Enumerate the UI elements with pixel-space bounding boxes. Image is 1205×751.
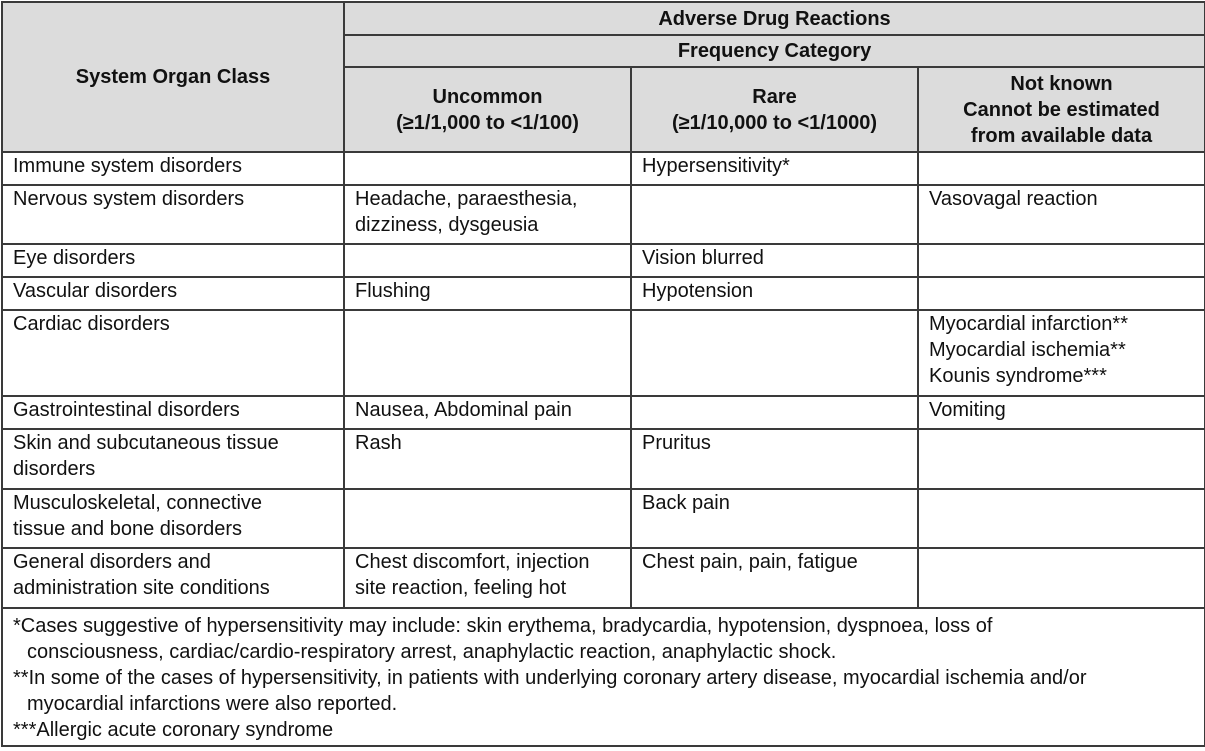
cell-text-line: Vision blurred xyxy=(642,247,764,269)
cell-text-line: Flushing xyxy=(355,280,431,302)
cell-uncommon xyxy=(344,185,631,244)
cell-rare xyxy=(631,244,918,277)
cell-text-line: Back pain xyxy=(642,492,730,514)
footnote-line: consciousness, cardiac/cardio-respiratory arrest, anaphylactic reaction, anaphylactic shock. xyxy=(27,641,837,663)
cell-text-line: Vascular disorders xyxy=(13,280,178,302)
table-row xyxy=(2,548,1205,608)
cell-not-known xyxy=(918,310,1205,396)
cell-text-line: General disorders and xyxy=(13,551,211,573)
header-not-known: Not known Cannot be estimated from available data xyxy=(918,67,1205,152)
cell-text-line: Myocardial ischemia** xyxy=(929,339,1126,361)
cell-not-known xyxy=(918,396,1205,429)
cell-text-line: Chest discomfort, injection xyxy=(355,551,590,573)
cell-system-organ-class xyxy=(2,310,344,396)
cell-text-line: Skin and subcutaneous tissue xyxy=(13,432,279,454)
footnote-line: *Cases suggestive of hypersensitivity may include: skin erythema, bradycardia, hypotension, dyspnoea, loss of xyxy=(13,615,993,637)
table-row xyxy=(2,489,1205,548)
cell-text-line: Cardiac disorders xyxy=(13,313,170,335)
cell-rare xyxy=(631,429,918,489)
cell-text-line: Nausea, Abdominal pain xyxy=(355,399,572,421)
table-row xyxy=(2,185,1205,244)
adverse-reactions-table xyxy=(1,1,1205,747)
cell-uncommon xyxy=(344,244,631,277)
cell-text-line: administration site conditions xyxy=(13,577,270,599)
header-frequency-category: Frequency Category xyxy=(344,35,1205,67)
cell-not-known xyxy=(918,489,1205,548)
cell-uncommon xyxy=(344,548,631,608)
table-row xyxy=(2,310,1205,396)
cell-text-line: site reaction, feeling hot xyxy=(355,577,567,599)
cell-uncommon xyxy=(344,152,631,185)
cell-text-line: Kounis syndrome*** xyxy=(929,365,1107,387)
cell-text-line: Gastrointestinal disorders xyxy=(13,399,240,421)
cell-text-line: Myocardial infarction** xyxy=(929,313,1128,335)
cell-text-line: Musculoskeletal, connective xyxy=(13,492,263,514)
cell-rare xyxy=(631,489,918,548)
cell-uncommon xyxy=(344,277,631,310)
footnote-line: myocardial infarctions were also reported. xyxy=(27,693,398,715)
cell-not-known xyxy=(918,152,1205,185)
table-body xyxy=(2,152,1205,608)
cell-rare xyxy=(631,548,918,608)
header-system-organ-class: System Organ Class xyxy=(2,2,344,152)
cell-not-known xyxy=(918,429,1205,489)
table-row xyxy=(2,152,1205,185)
cell-system-organ-class xyxy=(2,396,344,429)
cell-text-line: Headache, paraesthesia, xyxy=(355,188,578,210)
cell-not-known xyxy=(918,277,1205,310)
cell-text-line: Rash xyxy=(355,432,402,454)
header-uncommon: Uncommon (≥1/1,000 to <1/100) xyxy=(344,67,631,152)
header-adverse-drug-reactions: Adverse Drug Reactions xyxy=(344,2,1205,35)
cell-text-line: Nervous system disorders xyxy=(13,188,245,210)
cell-rare xyxy=(631,277,918,310)
cell-text-line: Hypersensitivity* xyxy=(642,155,790,177)
footnotes xyxy=(2,608,1205,746)
cell-uncommon xyxy=(344,489,631,548)
cell-text-line: Hypotension xyxy=(642,280,754,302)
cell-not-known xyxy=(918,244,1205,277)
cell-rare xyxy=(631,185,918,244)
table-row xyxy=(2,396,1205,429)
cell-text-line: Immune system disorders xyxy=(13,155,242,177)
cell-system-organ-class xyxy=(2,489,344,548)
cell-rare xyxy=(631,152,918,185)
cell-text-line: tissue and bone disorders xyxy=(13,518,243,540)
cell-system-organ-class xyxy=(2,185,344,244)
table-row xyxy=(2,429,1205,489)
cell-text-line: Vasovagal reaction xyxy=(929,188,1098,210)
cell-text-line: Chest pain, pain, fatigue xyxy=(642,551,858,573)
cell-system-organ-class xyxy=(2,152,344,185)
cell-rare xyxy=(631,396,918,429)
cell-system-organ-class xyxy=(2,429,344,489)
cell-uncommon xyxy=(344,396,631,429)
header-rare: Rare (≥1/10,000 to <1/1000) xyxy=(631,67,918,152)
cell-text-line: Pruritus xyxy=(642,432,711,454)
cell-rare xyxy=(631,310,918,396)
table-row xyxy=(2,277,1205,310)
cell-uncommon xyxy=(344,429,631,489)
cell-text-line: Vomiting xyxy=(929,399,1006,421)
cell-system-organ-class xyxy=(2,244,344,277)
cell-not-known xyxy=(918,185,1205,244)
cell-not-known xyxy=(918,548,1205,608)
cell-system-organ-class xyxy=(2,277,344,310)
footnote-line: ***Allergic acute coronary syndrome xyxy=(13,719,334,741)
table-row xyxy=(2,244,1205,277)
cell-uncommon xyxy=(344,310,631,396)
cell-text-line: Eye disorders xyxy=(13,247,136,269)
cell-text-line: disorders xyxy=(13,458,96,480)
cell-system-organ-class xyxy=(2,548,344,608)
footnote-line: **In some of the cases of hypersensitivity, in patients with underlying coronary artery disease, myocardial ischemia and/or xyxy=(13,667,1087,689)
cell-text-line: dizziness, dysgeusia xyxy=(355,214,539,236)
